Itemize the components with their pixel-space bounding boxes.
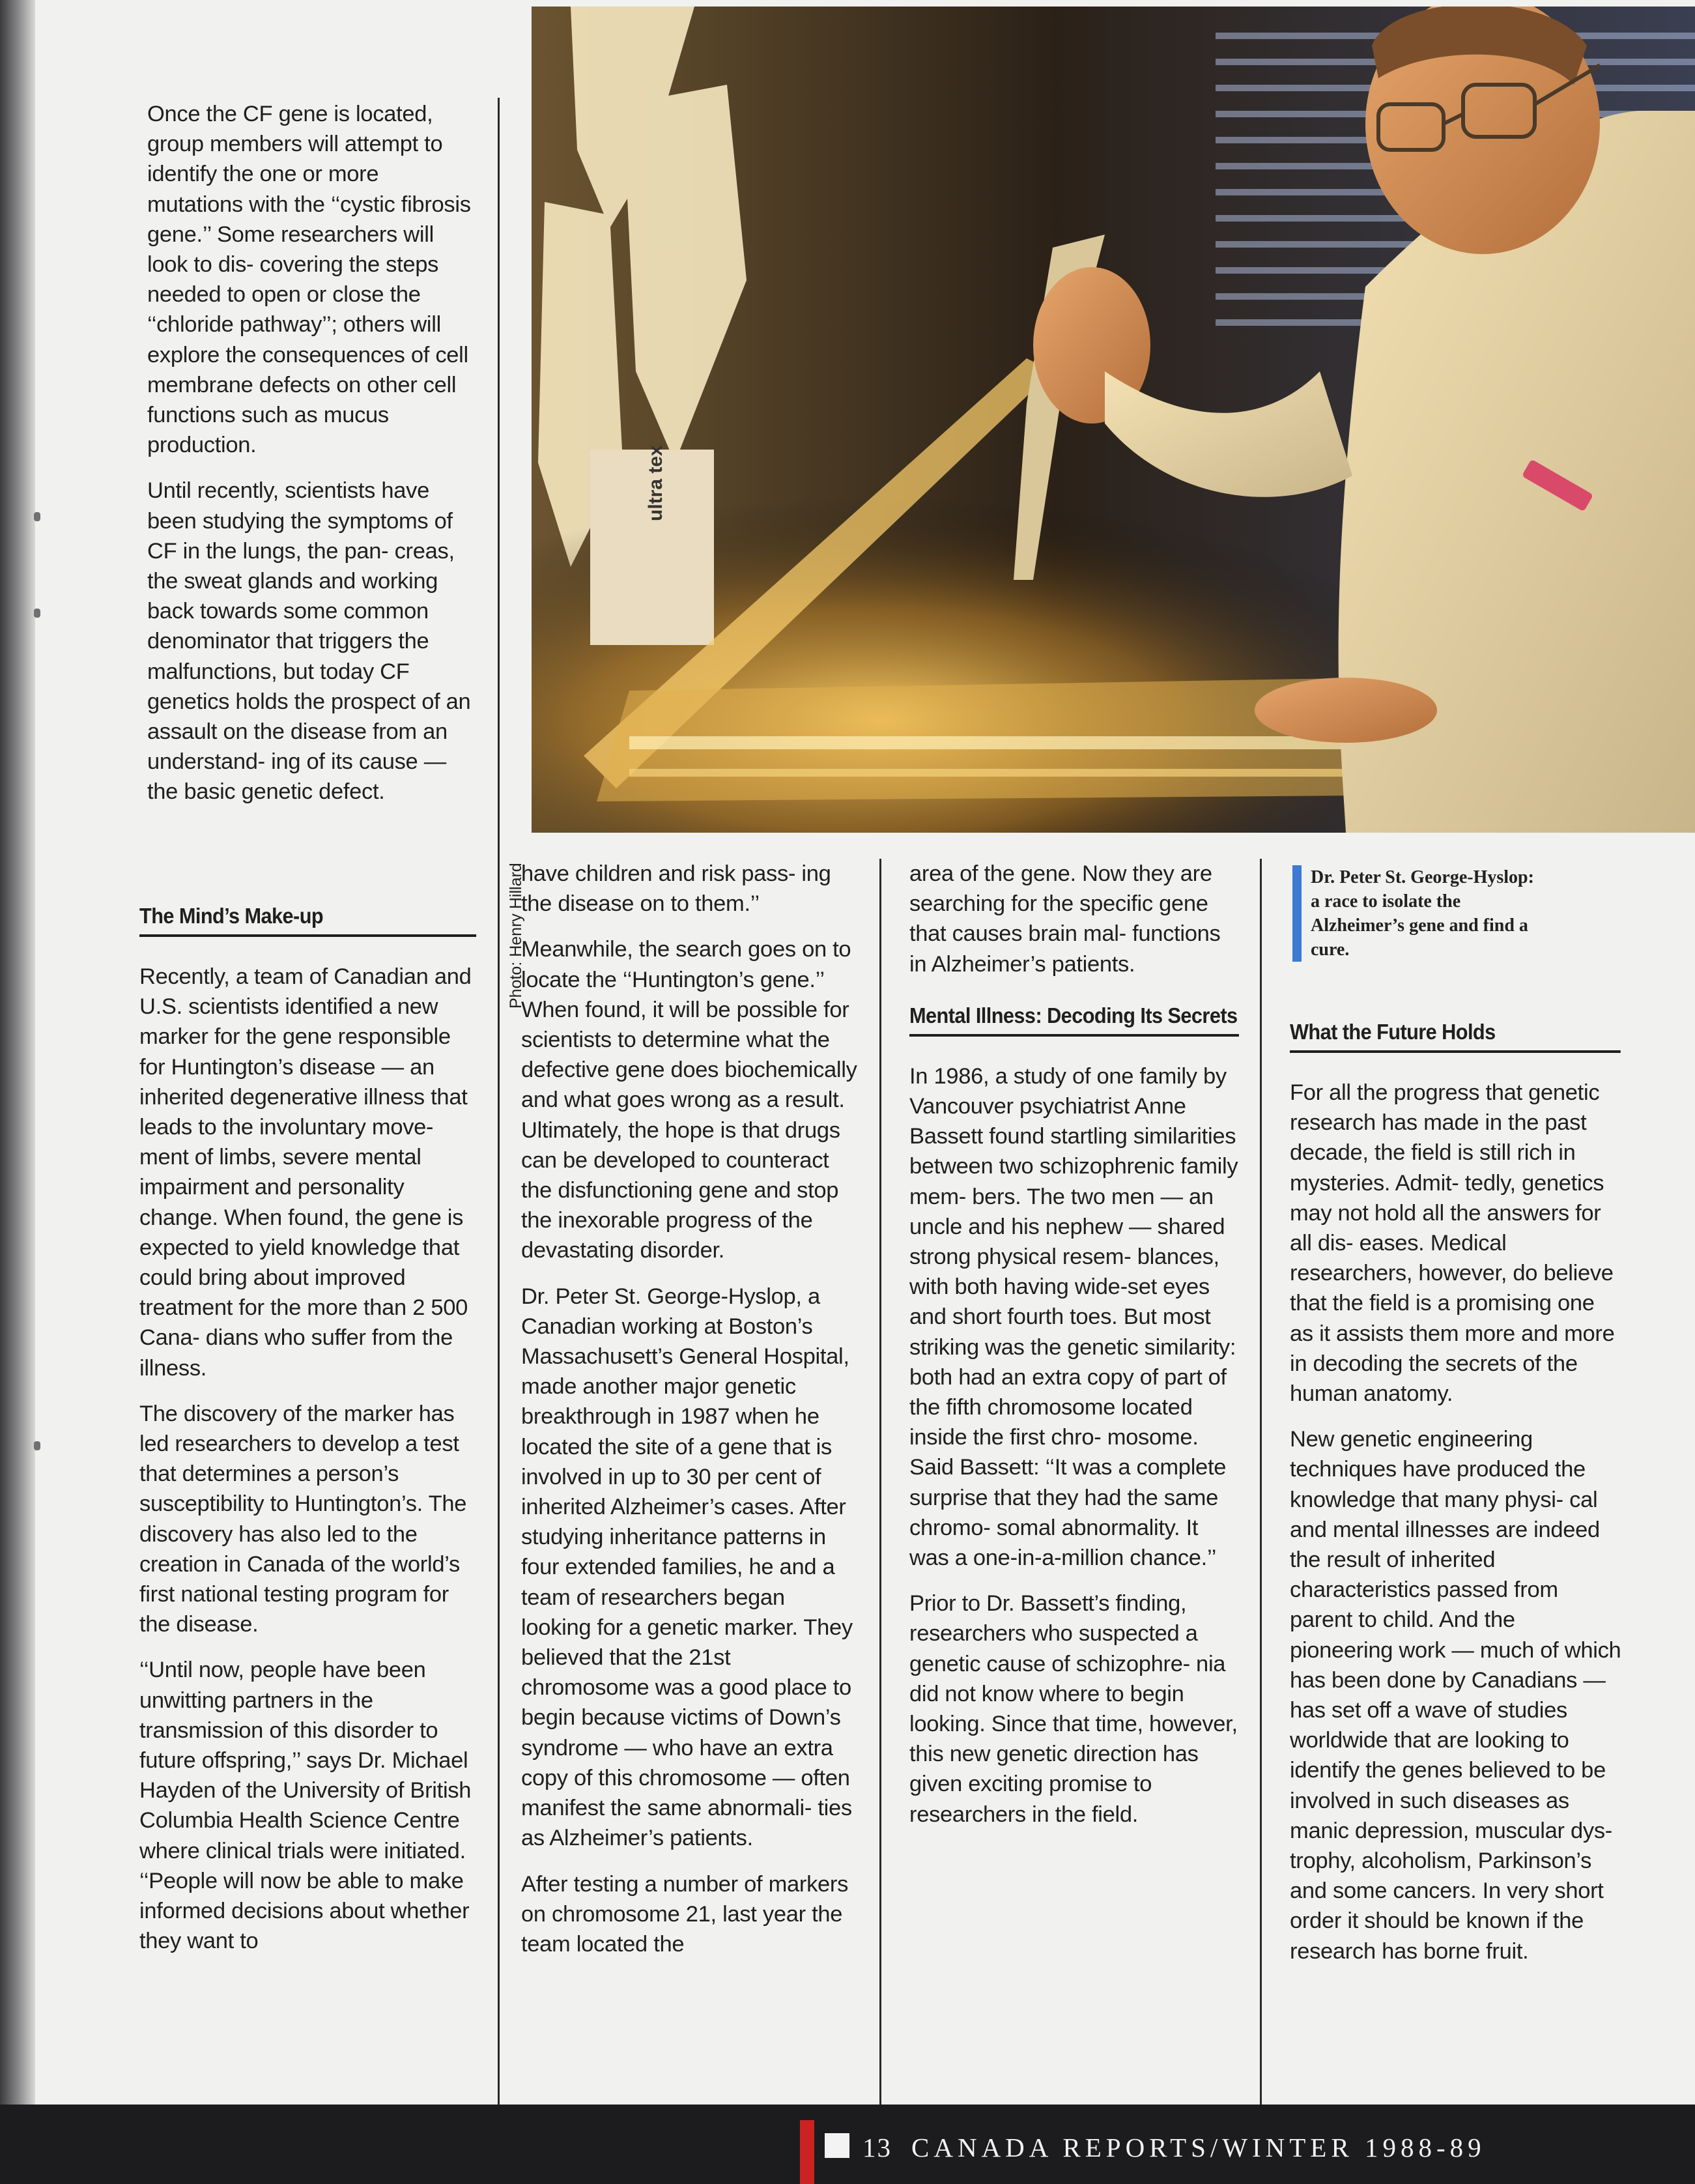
footer-text — [862, 2132, 1486, 2163]
paragraph: Once the CF gene is located, group members will attempt to identify the one or more mutations with the ‘‘cystic fibrosis gene.’’ Some researchers will look to dis- covering the steps needed to open or close the ‘‘chloride pathway’’; others will explore the consequences of cell membrane defects on other cell functions such as mucus production. — [147, 102, 471, 458]
paragraph: The discovery of the marker has led researchers to develop a test that determines a person’s susceptibility to Huntington’s. The discovery has also led to the creation in Canada of the world’s first national testing program for the disease. — [139, 1401, 467, 1637]
paragraph: After testing a number of markers on chromosome 21, last year the team located the — [521, 1871, 849, 1957]
paragraph: Prior to Dr. Bassett’s finding, researchers who suspected a genetic cause of schizophre- nia did not know where to begin looking. Since that time, however, this new genetic direction has given exciting promise to researchers in the field. — [909, 1591, 1238, 1827]
footer-accent-bar — [800, 2120, 814, 2184]
photo-caption: Dr. Peter St. George-Hyslop: a race to isolate the Alzheimer’s gene and find a cure. — [1292, 865, 1545, 962]
photo-credit-text: Photo: Henry Hillard — [507, 863, 525, 1009]
page-number: 13 — [862, 2133, 892, 2162]
column-2 — [521, 859, 860, 1975]
box-label: ultra tex — [645, 445, 666, 521]
paragraph: area of the gene. Now they are searching for the specific gene that causes brain mal- functions in Alzheimer’s patients. — [909, 861, 1221, 977]
paragraph: Recently, a team of Canadian and U.S. scientists identified a new marker for the gene responsible for Huntington’s disease — an inherited degenerative illness that leads to the involuntary move- ment of limbs, severe mental impairment and personality change. When found, the gene is expected to yield knowledge that could bring about improved treatment for the more than 2 500 Cana- dians who suffer from the illness. — [139, 964, 472, 1381]
paragraph: ‘‘Until now, people have been unwitting partners in the transmission of this disorder to future offspring,’’ says Dr. Michael Hayden of the University of British Columbia Health Science Centre where clinical trials were initiated. ‘‘People will now be able to make informed decisions about whether they want to — [139, 1658, 472, 1954]
column-4 — [1290, 1003, 1622, 1982]
paragraph: Until recently, scientists have been studying the symptoms of CF in the lungs, the pan- creas, the sweat glands and working back towards some common denominator that triggers the malfunctions, but today CF genetics holds the prospect of an assault on the disease from an understand- ing of its cause — the basic genetic defect. — [147, 478, 471, 805]
column-1-lower — [139, 880, 478, 1972]
footer-square-icon — [825, 2133, 849, 2158]
column-3 — [909, 859, 1240, 1845]
staple-mark — [34, 512, 40, 521]
paragraph: In 1986, a study of one family by Vancouver psychiatrist Anne Bassett found startling similarities between two schizophrenic family mem- bers. The two men — an uncle and his nephew — shared strong physical resem- blances, with both having wide-set eyes and short fourth toes. But most striking was the genetic similarity: both had an extra copy of part of the fifth chromosome located inside the first chro- mosome. Said Bassett: ‘‘It was a complete surprise that they had the same chromo- somal abnormality. It was a one-in-a-million chance.’’ — [909, 1063, 1238, 1571]
section-heading: The Mind’s Make-up — [139, 902, 476, 937]
column-rule — [879, 859, 881, 2105]
staple-mark — [34, 609, 40, 618]
paragraph: Meanwhile, the search goes on to locate the ‘‘Huntington’s gene.’’ When found, it will be possible for scientists to determine what the defective gene does biochemically and what goes wrong as a result. Ultimately, the hope is that drugs can be developed to counteract the disfunctioning gene and stop the inexorable progress of the devastating disorder. — [521, 937, 857, 1263]
paragraph: New genetic engineering techniques have produced the knowledge that many physi- cal and mental illnesses are indeed the result of inherited characteristics passed from parent to child. And the pioneering work — much of which has been done by Canadians — has set off a wave of studies worldwide that are looking to identify the genes believed to be involved in such diseases as manic depression, muscular dys- trophy, alcoholism, Parkinson’s and some cancers. In very short order it should be known if the research has borne fruit. — [1290, 1427, 1621, 1964]
paragraph: For all the progress that genetic research has made in the past decade, the field is still rich in mysteries. Admit- tedly, genetics may not hold all the answers for all dis- eases. Medical researchers, however, do believe that the field is a promising one as it assists them more and more in decoding the secrets of the human anatomy. — [1290, 1080, 1615, 1407]
paragraph: Dr. Peter St. George-Hyslop, a Canadian working at Boston’s Massachusett’s General Hospital, made another major genetic breakthrough in 1987 when he located the site of a gene that is involved in up to 30 per cent of inherited Alzheimer’s cases. After studying inheritance patterns in four extended families, he and a team of researchers began looking for a genetic marker. They believed that the 21st chromosome was a good place to begin because victims of Down’s syndrome — who have an extra copy of this chromosome — often manifest the same abnormali- ties as Alzheimer’s patients. — [521, 1284, 853, 1851]
section-heading: What the Future Holds — [1290, 1018, 1620, 1053]
binding-shadow — [0, 0, 35, 2105]
column-1 — [147, 99, 478, 823]
publication-line: CANADA REPORTS/WINTER 1988-89 — [911, 2133, 1486, 2162]
lab-photo — [532, 7, 1695, 833]
section-heading: Mental Illness: Decoding Its Secrets — [909, 1001, 1238, 1037]
paragraph: have children and risk pass- ing the disease on to them.’’ — [521, 861, 831, 917]
page-footer — [0, 2105, 1695, 2184]
column-rule — [498, 98, 500, 2105]
staple-mark — [34, 1441, 40, 1450]
column-rule — [1260, 859, 1262, 2105]
